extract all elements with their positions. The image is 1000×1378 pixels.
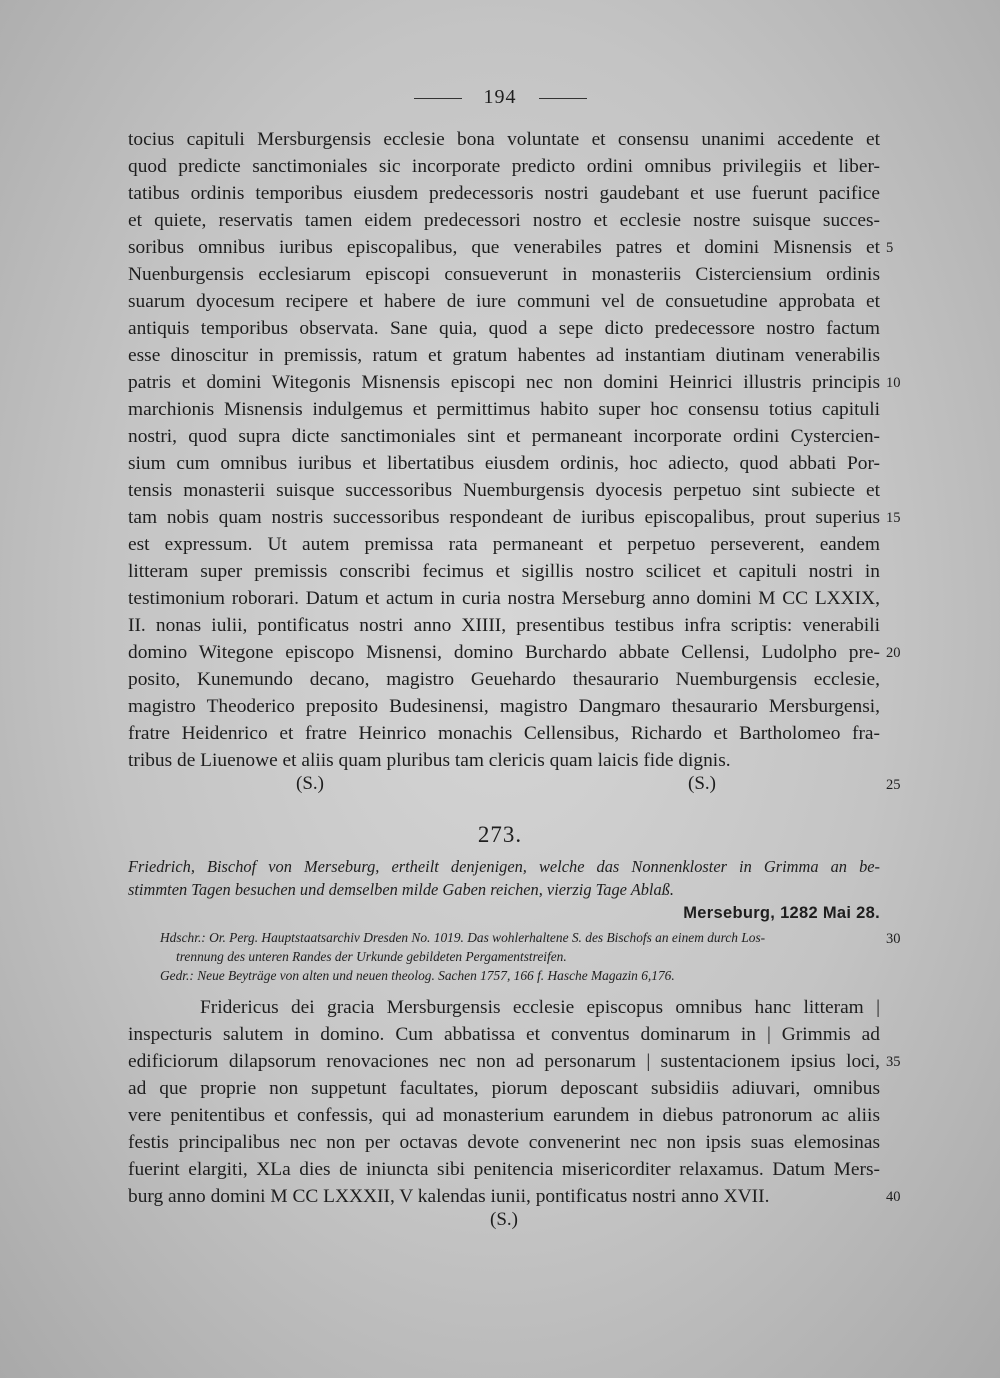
line-number: 25 — [886, 777, 901, 793]
page-header — [0, 86, 1000, 109]
text-line: est expressum. Ut autem premissa rata permaneant et perpetuo perseverent, eandem — [128, 534, 880, 555]
text-line: tensis monasterii suisque successoribus Nuemburgensis dyocesis perpetuo sint subiecte et — [128, 480, 880, 501]
text-line: esse dinoscitur in premissis, ratum et gratum habentes ad instantiam diutinam venerabilis — [128, 345, 880, 366]
text-line: inspecturis salutem in domino. Cum abbatissa et conventus dominarum in | Grimmis ad — [128, 1024, 880, 1045]
text-line: soribus omnibus iuribus episcopalibus, que venerabiles patres et domini Misnensis et — [128, 237, 880, 258]
text-line: ad que proprie non suppetunt facultates, piorum deposcant subsidiis adiuvari, omnibus — [128, 1078, 880, 1099]
text-line: quod predicte sanctimoniales sic incorporate predicto ordini omnibus privilegiis et liber- — [128, 156, 880, 177]
page-number: 194 — [483, 86, 517, 108]
line-number: 40 — [886, 1189, 901, 1205]
text-line: burg anno domini M CC LXXXII, V kalendas iunii, pontificatus nostri anno XVII. — [128, 1186, 770, 1207]
line-number: 10 — [886, 375, 901, 391]
regest-line: stimmten Tagen besuchen und demselben milde Gaben reichen, vierzig Tage Ablaß. — [128, 880, 674, 899]
seal-mark-right: (S.) — [688, 773, 716, 794]
line-number: 20 — [886, 645, 901, 661]
place-date-line: Merseburg, 1282 Mai 28. — [683, 904, 880, 922]
source-note-line: Hdschr.: Or. Perg. Hauptstaatsarchiv Dresden No. 1019. Das wohlerhaltene S. des Bischofs an einem durch Los- — [160, 930, 766, 945]
text-line: tocius capituli Mersburgensis ecclesie bona voluntate et consensu unanimi accedente et — [128, 129, 880, 150]
text-line: testimonium roborari. Datum et actum in curia nostra Merseburg anno domini M CC LXXIX, — [128, 588, 880, 609]
document-number: 273. — [477, 822, 523, 847]
text-line: nostri, quod supra dicte sanctimoniales sint et permaneant incorporate ordini Cystercien- — [128, 426, 880, 447]
line-number: 35 — [886, 1054, 901, 1070]
source-note-line: Gedr.: Neue Beyträge von alten und neuen theolog. Sachen 1757, 166 f. Hasche Magazin 6,176. — [160, 968, 675, 983]
text-line: sium cum omnibus iuribus et libertatibus eiusdem ordinis, hoc adiecto, quod abbati Por- — [128, 453, 880, 474]
text-line: fuerint elargiti, XLa dies de iniuncta sibi penitencia misericorditer relaxamus. Datum Mers- — [128, 1159, 880, 1180]
text-line: suarum dyocesum recipere et habere de iure communi vel de consuetudine approbata et — [128, 291, 880, 312]
text-line: fratre Heidenrico et fratre Heinrico monachis Cellensibus, Richardo et Bartholomeo fra- — [128, 723, 880, 744]
text-line: II. nonas iulii, pontificatus nostri anno XIIII, presentibus testibus infra scriptis: venerabili — [128, 615, 880, 636]
text-line: tam nobis quam nostris successoribus respondeant de iuribus episcopalibus, prout superius — [128, 507, 880, 528]
line-number: 30 — [886, 931, 901, 947]
text-line: posito, Kunemundo decano, magistro Geuehardo thesaurario Nuemburgensis ecclesie, — [128, 669, 880, 690]
regest-line: Friedrich, Bischof von Merseburg, ertheilt denjenigen, welche das Nonnenkloster in Grimma an be- — [128, 857, 880, 876]
text-line: tatibus ordinis temporibus eiusdem predecessoris nostri gaudebant et use fuerunt pacifice — [128, 183, 880, 204]
line-number: 5 — [886, 240, 894, 256]
text-line: magistro Theoderico preposito Budesinensi, magistro Dangmaro thesaurario Mersburgensi, — [128, 696, 880, 717]
seal-mark-left: (S.) — [296, 773, 324, 794]
header-rule-left — [414, 98, 462, 99]
text-line: Fridericus dei gracia Mersburgensis ecclesie episcopus omnibus hanc litteram | — [200, 997, 880, 1018]
text-line: Nuenburgensis ecclesiarum episcopi consueverunt in monasteriis Cisterciensium ordinis — [128, 264, 880, 285]
text-line: patris et domini Witegonis Misnensis episcopi nec non domini Heinrici illustris principis — [128, 372, 880, 393]
text-line: tribus de Liuenowe et aliis quam pluribus tam clericis quam laicis fide dignis. — [128, 750, 731, 771]
text-line: festis principalibus nec non per octavas devote convenerint nec non ipsis suas elemosinas — [128, 1132, 880, 1153]
source-note-line: trennung des unteren Randes der Urkunde gebildeten Pergamentstreifen. — [176, 949, 567, 964]
text-line: et quiete, reservatis tamen eidem predecessori nostro et ecclesie nostre suisque succes- — [128, 210, 880, 231]
text-line: antiquis temporibus observata. Sane quia, quod a sepe dicto predecessore nostro factum — [128, 318, 880, 339]
seal-mark: (S.) — [490, 1209, 518, 1230]
text-line: edificiorum dilapsorum renovaciones nec non ad personarum | sustentacionem ipsius loci, — [128, 1051, 880, 1072]
text-line: domino Witegone episcopo Misnensi, domino Burchardo abbate Cellensi, Ludolpho pre- — [128, 642, 880, 663]
text-line: marchionis Misnensis indulgemus et permittimus habito super hoc consensu totius capituli — [128, 399, 880, 420]
text-line: litteram super premissis conscribi fecimus et sigillis nostro scilicet et capituli nostri in — [128, 561, 880, 582]
header-rule-right — [539, 98, 587, 99]
text-line: vere penitentibus et confessis, qui ad monasterium earundem in diebus patronorum ac aliis — [128, 1105, 880, 1126]
line-number: 15 — [886, 510, 901, 526]
